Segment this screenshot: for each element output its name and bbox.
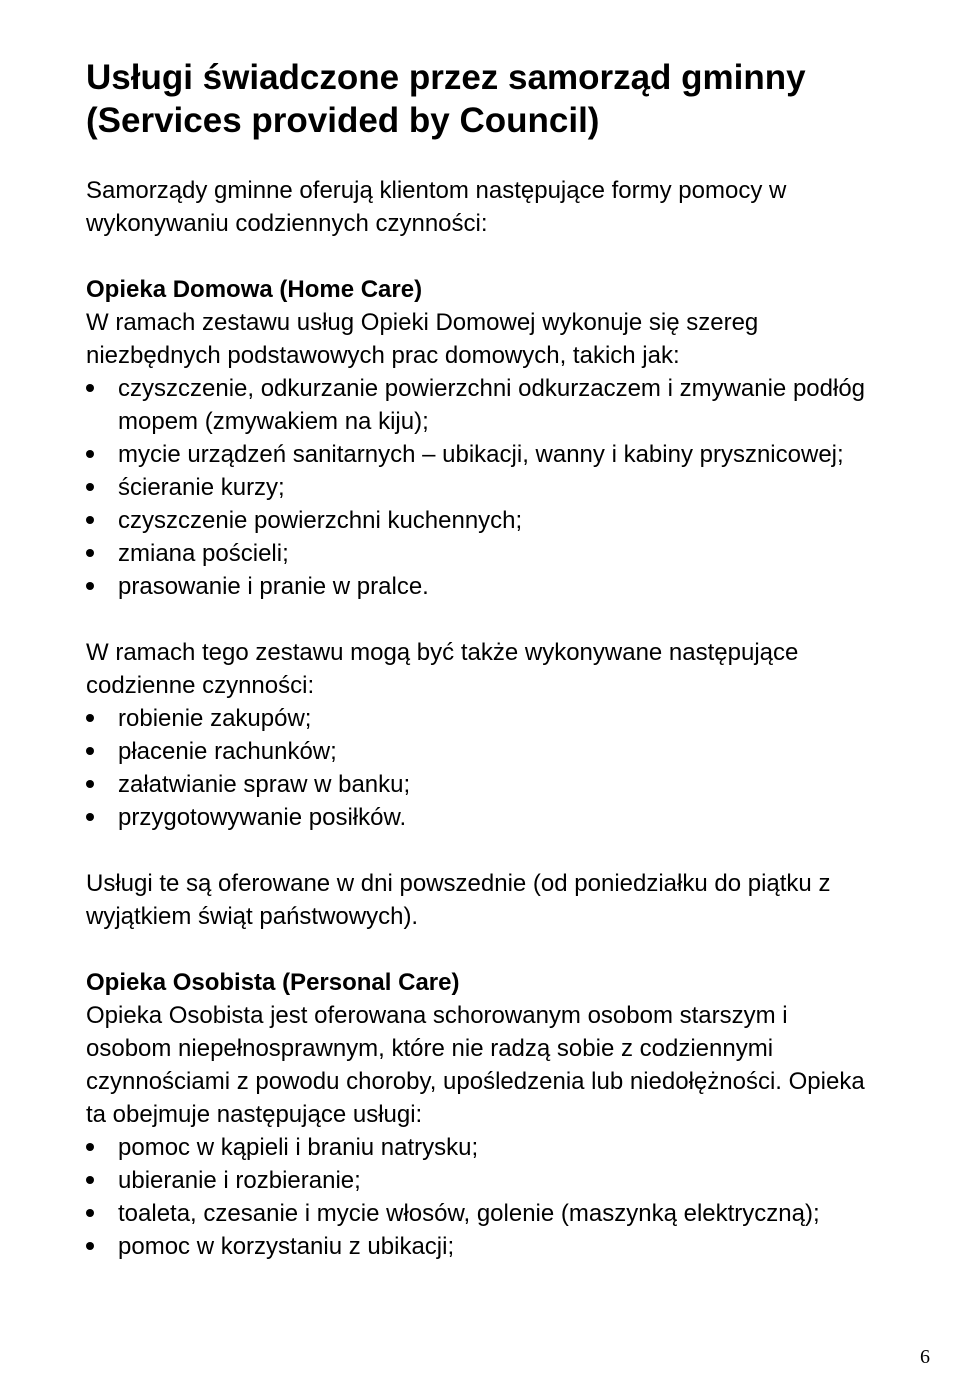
- list-item: ścieranie kurzy;: [86, 471, 876, 504]
- home-care-lead: W ramach zestawu usług Opieki Domowej wykonuje się szereg niezbędnych podstawowych prac domowych, takich jak:: [86, 309, 759, 369]
- home-care-list: [86, 372, 876, 603]
- bullet-icon: [86, 582, 94, 590]
- document-page: [86, 56, 876, 1263]
- availability-paragraph: Usługi te są oferowane w dni powszednie (od poniedziałku do piątku z wyjątkiem świąt państwowych).: [86, 870, 831, 930]
- list-item: zmiana pościeli;: [86, 537, 876, 570]
- personal-care-heading: Opieka Osobista (Personal Care): [86, 969, 460, 996]
- list-item: pomoc w korzystaniu z ubikacji;: [86, 1230, 876, 1263]
- page-title: Usługi świadczone przez samorząd gminny (Services provided by Council): [86, 58, 806, 140]
- home-care-heading: Opieka Domowa (Home Care): [86, 276, 423, 303]
- list-item: załatwianie spraw w banku;: [86, 768, 876, 801]
- intro-paragraph: Samorządy gminne oferują klientom następujące formy pomocy w wykonywaniu codziennych czynności:: [86, 177, 787, 237]
- page-number: 6: [920, 1346, 930, 1368]
- bullet-icon: [86, 450, 94, 458]
- bullet-icon: [86, 747, 94, 755]
- list-item: mycie urządzeń sanitarnych – ubikacji, wanny i kabiny prysznicowej;: [86, 438, 876, 471]
- list-item: pomoc w kąpieli i braniu natrysku;: [86, 1131, 876, 1164]
- list-item: czyszczenie, odkurzanie powierzchni odkurzaczem i zmywanie podłóg mopem (zmywakiem na kiju);: [86, 372, 876, 438]
- list-item: płacenie rachunków;: [86, 735, 876, 768]
- list-item: ubieranie i rozbieranie;: [86, 1164, 876, 1197]
- bullet-icon: [86, 1209, 94, 1217]
- bullet-icon: [86, 483, 94, 491]
- bullet-icon: [86, 516, 94, 524]
- bullet-icon: [86, 1242, 94, 1250]
- bullet-icon: [86, 1176, 94, 1184]
- extra-list: [86, 702, 876, 834]
- bullet-icon: [86, 714, 94, 722]
- bullet-icon: [86, 813, 94, 821]
- bullet-icon: [86, 384, 94, 392]
- list-item: robienie zakupów;: [86, 702, 876, 735]
- list-item: czyszczenie powierzchni kuchennych;: [86, 504, 876, 537]
- list-item: przygotowywanie posiłków.: [86, 801, 876, 834]
- extra-lead: W ramach tego zestawu mogą być także wykonywane następujące codzienne czynności:: [86, 639, 799, 699]
- bullet-icon: [86, 1143, 94, 1151]
- list-item: toaleta, czesanie i mycie włosów, golenie (maszynką elektryczną);: [86, 1197, 876, 1230]
- personal-care-list: [86, 1131, 876, 1263]
- bullet-icon: [86, 780, 94, 788]
- personal-care-lead: Opieka Osobista jest oferowana schorowanym osobom starszym i osobom niepełnosprawnym, które nie radzą sobie z codziennymi czynnościami z powodu choroby, upośledzenia lub niedołężności. Opieka ta obejmuje następujące usługi:: [86, 1002, 865, 1128]
- list-item: prasowanie i pranie w pralce.: [86, 570, 876, 603]
- bullet-icon: [86, 549, 94, 557]
